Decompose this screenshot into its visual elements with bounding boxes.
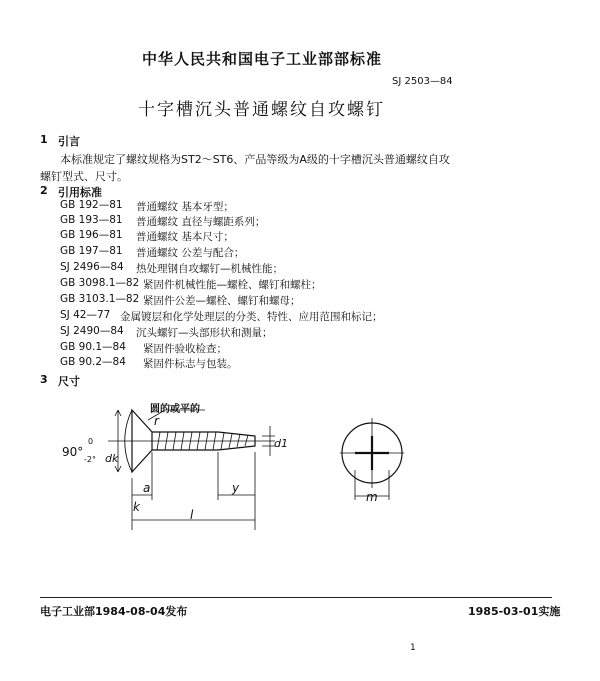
ref-code: GB 193—81 (60, 214, 123, 226)
label-y: y (232, 481, 240, 495)
label-k: k (133, 500, 140, 514)
label-m: m (366, 490, 378, 504)
ref-code: SJ 2490—84 (60, 325, 124, 337)
effective-date: 1985-03-01实施 (468, 605, 561, 618)
ref-desc: 普通螺纹 公差与配合； (136, 247, 245, 259)
intro-text-line1: 本标准规定了螺纹规格为ST2～ST6、产品等级为A级的十字槽沉头普通螺纹自攻 (60, 153, 450, 166)
label-d1: d1 (274, 437, 288, 450)
document-title: 十字槽沉头普通螺纹自攻螺钉 (138, 100, 385, 120)
top-view-dimension (340, 418, 404, 500)
ref-code: GB 3098.1—82 (60, 277, 140, 289)
issue-date: 电子工业部1984-08-04发布 (40, 605, 188, 618)
ref-desc: 紧固件机械性能—螺栓、螺钉和螺柱； (143, 279, 322, 291)
ref-code: SJ 2496—84 (60, 261, 124, 273)
label-l: l (190, 508, 194, 522)
footer-divider (40, 597, 552, 598)
ref-desc: 普通螺纹 直径与螺距系列； (136, 216, 266, 228)
countersink-angle: 90° (62, 445, 84, 459)
ref-desc: 沉头螺钉—头部形状和测量； (136, 327, 273, 339)
ref-desc: 紧固件标志与包装。 (143, 358, 238, 370)
label-r: r (154, 414, 159, 428)
standard-number: SJ 2503—84 (392, 76, 453, 87)
page-number: 1 (410, 643, 416, 653)
ref-code: GB 90.1—84 (60, 341, 126, 353)
section-1-title: 引言 (58, 135, 80, 148)
intro-text-line2: 螺钉型式、尺寸。 (40, 170, 128, 183)
ref-desc: 紧固件验收检查； (143, 343, 227, 355)
ref-code: GB 192—81 (60, 199, 123, 211)
issuing-org: 中华人民共和国电子工业部部标准 (142, 50, 383, 68)
section-3-title: 尺寸 (58, 375, 80, 388)
ref-code: GB 3103.1—82 (60, 293, 140, 305)
ref-code: GB 196—81 (60, 229, 123, 241)
ref-code: GB 90.2—84 (60, 356, 126, 368)
label-dk: dk (105, 452, 119, 465)
ref-desc: 紧固件公差—螺栓、螺钉和螺母； (143, 295, 301, 307)
section-2-number: 2 (40, 184, 48, 197)
ref-desc: 热处理钢自攻螺钉—机械性能； (136, 263, 283, 275)
angle-tolerance-upper: 0 (88, 437, 94, 446)
ref-desc: 普通螺纹 基本牙型； (136, 201, 234, 213)
section-1-number: 1 (40, 133, 48, 146)
ref-code: GB 197—81 (60, 245, 123, 257)
section-2-title: 引用标准 (58, 186, 102, 199)
ref-code: SJ 42—77 (60, 309, 111, 321)
ref-desc: 金属镀层和化学处理层的分类、特性、应用范围和标记； (120, 311, 383, 323)
angle-tolerance-lower: -2° (84, 455, 96, 464)
section-3-number: 3 (40, 373, 48, 386)
ref-desc: 普通螺纹 基本尺寸； (136, 231, 234, 243)
label-a: a (143, 481, 151, 495)
head-shape-note: 圆的或平的 (150, 404, 200, 415)
